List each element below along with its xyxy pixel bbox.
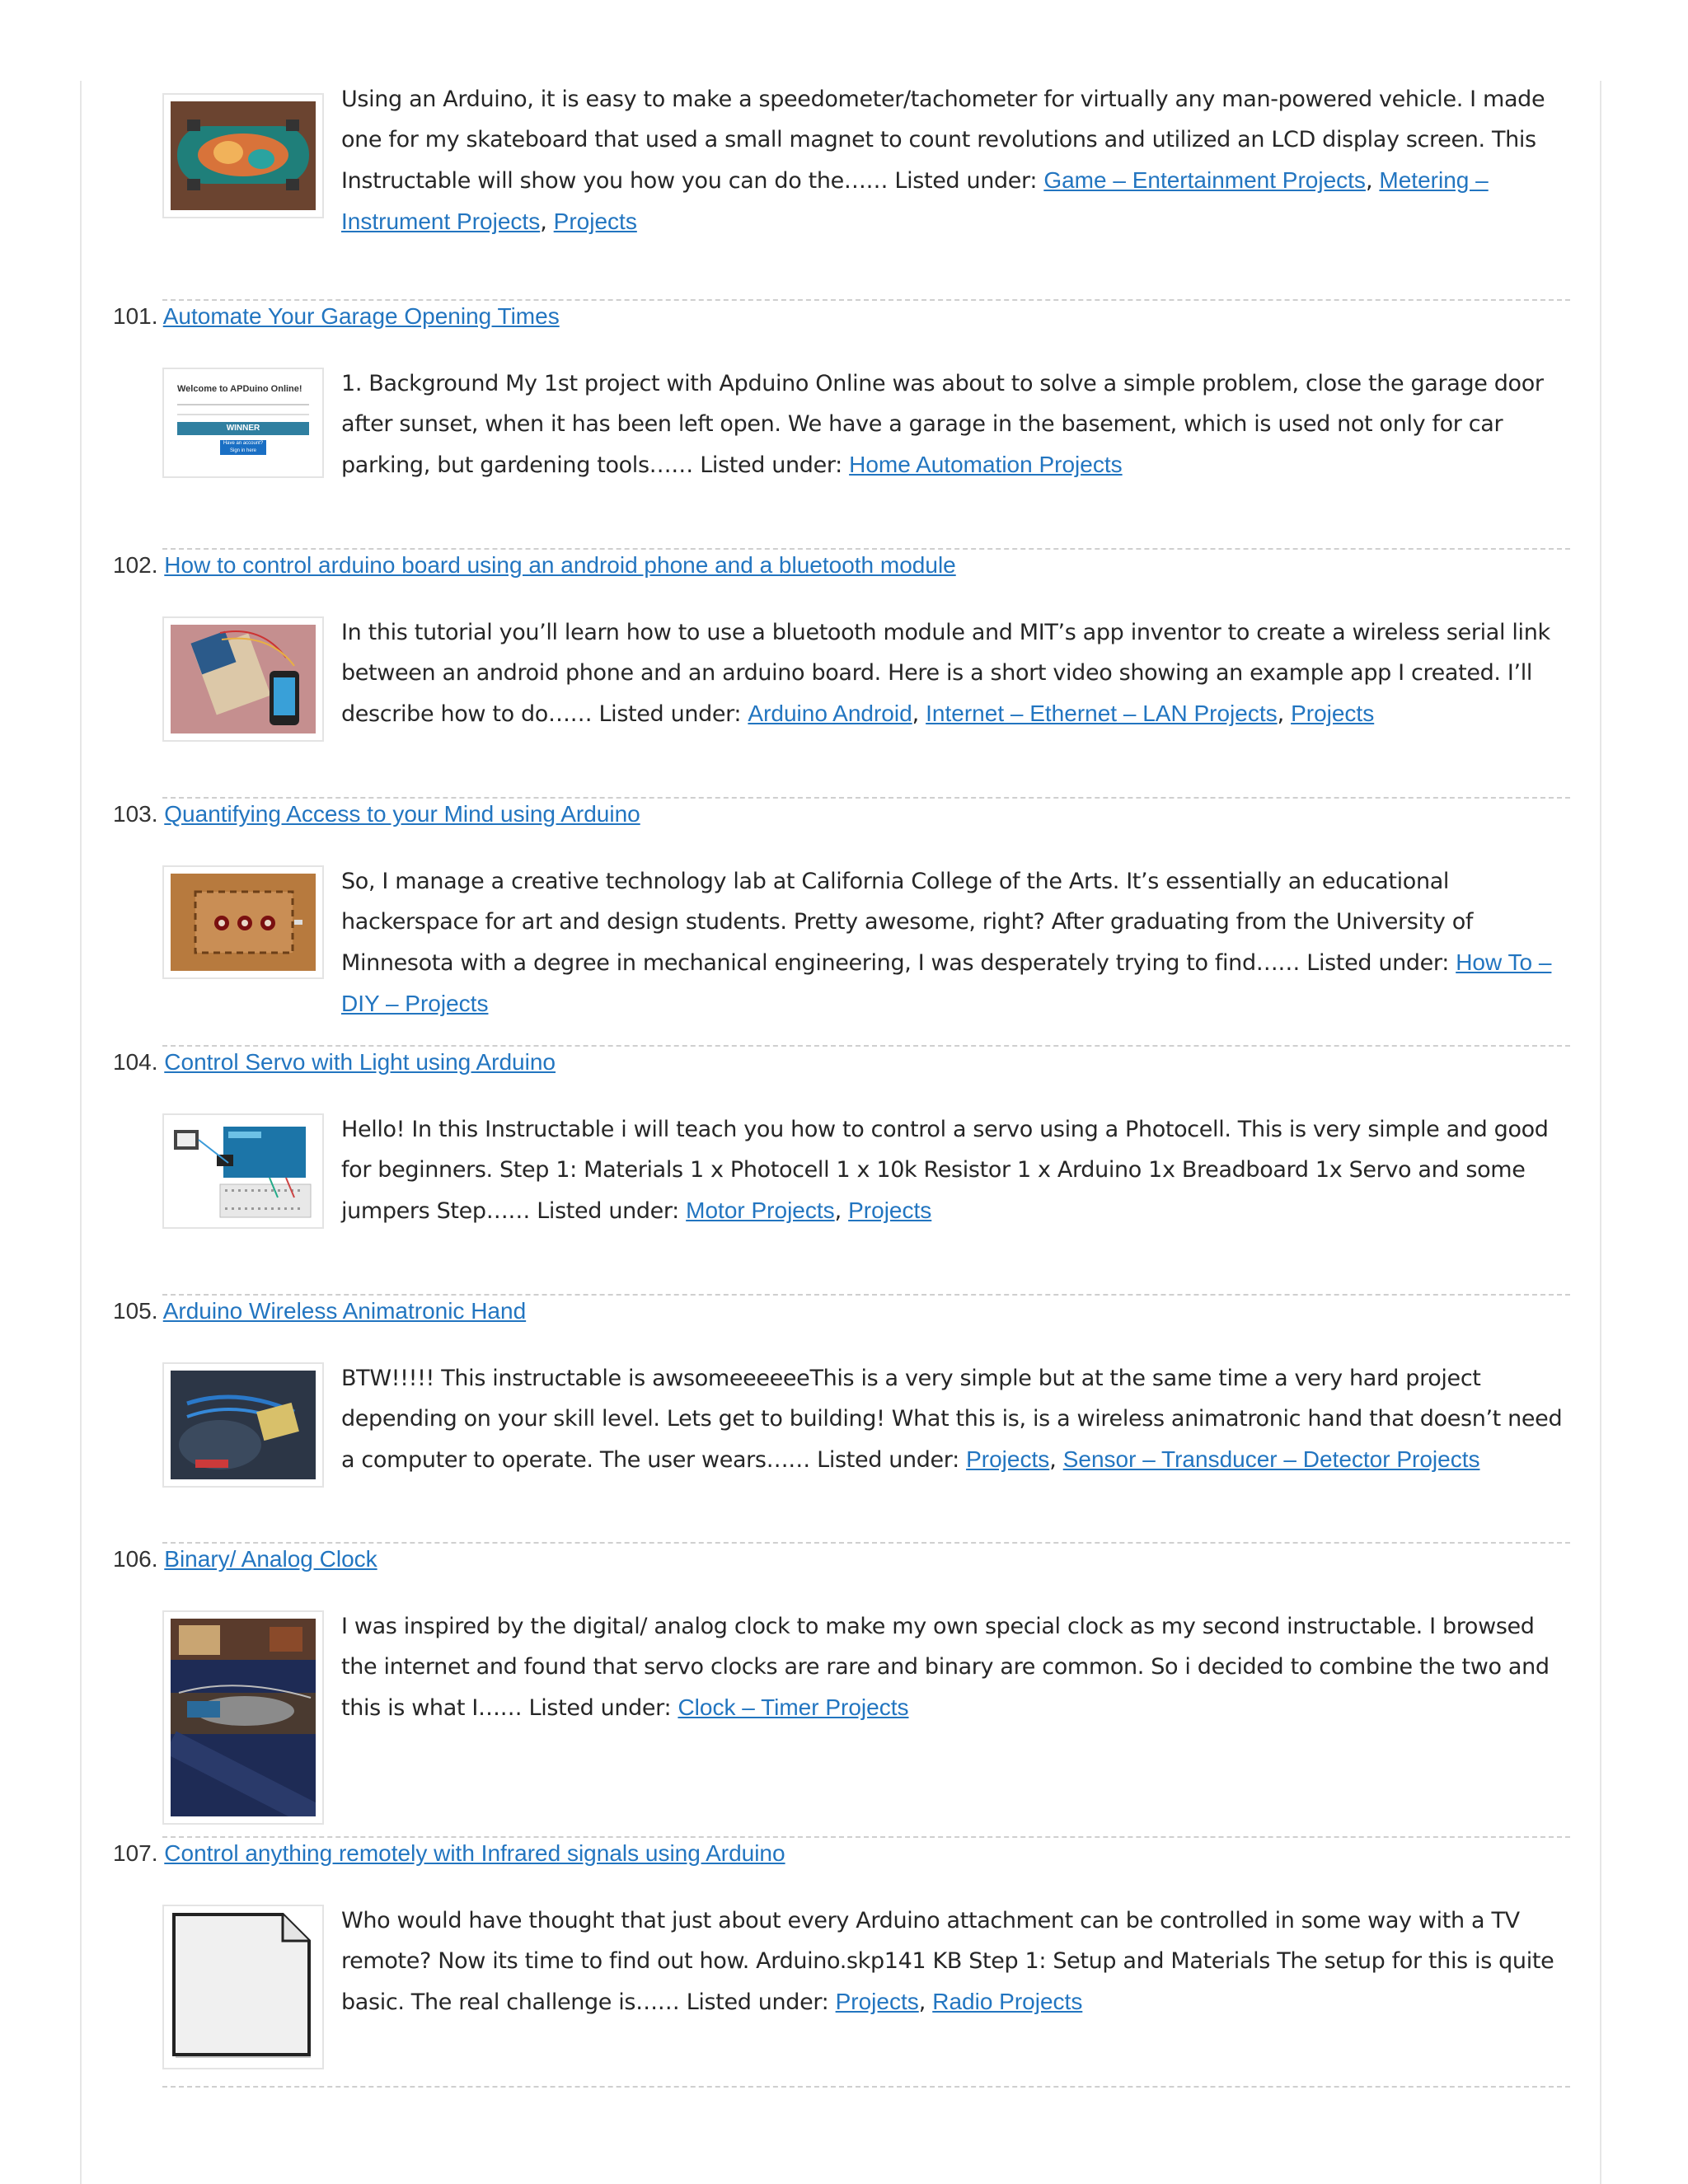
- entry-description: Using an Arduino, it is easy to make a speedometer/tachometer for virtually any man-powered vehicle. I made one for my skateboard that used a small magnet to count revolutions and utilized an LCD display screen. This Instructable will show you how you can do the…… Listed under: Game – Entertainment Projects, Metering – Instrument Projects, Projects: [341, 87, 1545, 235]
- category-link[interactable]: Clock – Timer Projects: [678, 1694, 909, 1720]
- entry-thumbnail[interactable]: [162, 93, 324, 218]
- skateboard-photo-icon: [171, 101, 316, 210]
- category-link[interactable]: Projects: [835, 1989, 919, 2014]
- entry-description: [341, 1606, 1574, 1728]
- entry-description: [341, 861, 1574, 1024]
- entry-thumbnail[interactable]: [162, 1905, 324, 2069]
- category-link[interactable]: Home Automation Projects: [849, 452, 1123, 477]
- entry-number: 101. Automate Your Garage Opening Times: [113, 303, 560, 329]
- category-link[interactable]: Projects: [966, 1446, 1050, 1472]
- entry-number: 102. How to control arduino board using an android phone and a bluetooth module: [113, 552, 956, 578]
- entry-title-link[interactable]: How to control arduino board using an android phone and a bluetooth module: [164, 552, 956, 578]
- category-link[interactable]: Radio Projects: [932, 1989, 1083, 2014]
- entry-divider: [162, 2086, 1570, 2088]
- category-link[interactable]: Projects: [848, 1197, 932, 1223]
- entry-title-link[interactable]: Automate Your Garage Opening Times: [162, 303, 560, 329]
- entry-description: [341, 363, 1574, 485]
- description-text: 1. Background My 1st project with Apduino Online was about to solve a simple problem, close the garage door after sunset, when it has been left open. We have a garage in the basement, which is used not only for car parking, but gardening tools……: [341, 371, 1544, 478]
- listed-under-label: Listed under:: [528, 1695, 672, 1721]
- arduino-phone-photo-icon: [171, 625, 316, 733]
- listed-under-label: Listed under:: [686, 1990, 829, 2015]
- description-text: So, I manage a creative technology lab at California College of the Arts. It’s essentially an educational hackerspace for art and design students. Pretty awesome, right? After graduating from the University of Minnesota with a degree in mechanical engineering, I was desperately trying to find……: [341, 869, 1474, 976]
- entry-divider: [162, 548, 1570, 550]
- listed-under-label: Listed under:: [700, 452, 842, 478]
- category-link[interactable]: Game – Entertainment Projects: [1043, 167, 1366, 193]
- thumb-button: Have an account? Sign in here: [220, 440, 266, 455]
- thumb-banner: WINNER: [177, 422, 309, 435]
- clock-photo-icon: [171, 1619, 316, 1816]
- description-text: In this tutorial you’ll learn how to use a bluetooth module and MIT’s app inventor to create a wireless serial link between an android phone and an arduino board. Here is a short video showing an example app I created. I’ll describe how to do……: [341, 620, 1550, 727]
- category-link[interactable]: Motor Projects: [686, 1197, 835, 1223]
- description-text: BTW!!!!! This instructable is awsomeeeeeeThis is a very simple but at the same time a very hard project depending on your skill level. Lets get to building! What this is, is a wireless animatronic hand that doesn’t need a computer to operate. The user wears……: [341, 1366, 1563, 1473]
- entry-title-link[interactable]: Arduino Wireless Animatronic Hand: [162, 1298, 527, 1324]
- entry-thumbnail[interactable]: [162, 1362, 324, 1488]
- entry-description: Who would have thought that just about every Arduino attachment can be controlled in some way with a TV remote? Now its time to find out how. Arduino.skp141 KB Step 1: Setup and Materials The setup for this is quite basic. The real challenge is…… Listed under: Projects, Radio Projects: [341, 1908, 1554, 2015]
- entry-title-link[interactable]: Binary/ Analog Clock: [164, 1546, 377, 1572]
- entry-number: 104. Control Servo with Light using Arduino: [113, 1049, 556, 1075]
- entry-number: 106. Binary/ Analog Clock: [113, 1546, 377, 1572]
- entry-divider: [162, 1542, 1570, 1544]
- entry-divider: [162, 1294, 1570, 1296]
- description-text: Using an Arduino, it is easy to make a speedometer/tachometer for virtually any man-powered vehicle. I made one for my skateboard that used a small magnet to count revolutions and utilized an LCD display screen. This Instructable will show you how you can do the……: [341, 87, 1545, 194]
- category-link[interactable]: Projects: [553, 209, 637, 234]
- listed-under-label: Listed under:: [817, 1447, 959, 1473]
- listed-under-label: Listed under:: [1306, 950, 1449, 976]
- entry-divider: [162, 1045, 1570, 1047]
- category-link[interactable]: Projects: [1291, 701, 1375, 726]
- entry-thumbnail[interactable]: [162, 368, 324, 478]
- wooden-box-photo-icon: [171, 874, 316, 971]
- entry-thumbnail[interactable]: [162, 865, 324, 979]
- entry-description: BTW!!!!! This instructable is awsomeeeeeeThis is a very simple but at the same time a very hard project depending on your skill level. Lets get to building! What this is, is a wireless animatronic hand that doesn’t need a computer to operate. The user wears…… Listed under: Projects, Sensor – Transducer – Detector Projects: [341, 1366, 1563, 1473]
- thumb-heading: Welcome to APDuino Online!: [177, 384, 302, 394]
- category-link[interactable]: Internet – Ethernet – LAN Projects: [926, 701, 1278, 726]
- listed-under-label: Listed under:: [894, 168, 1038, 194]
- description-text: Who would have thought that just about every Arduino attachment can be controlled in some way with a TV remote? Now its time to find out how. Arduino.skp141 KB Step 1: Setup and Materials The setup for this is quite basic. The real challenge is……: [341, 1908, 1554, 2015]
- glove-photo-icon: [171, 1371, 316, 1479]
- entry-title-link[interactable]: Control Servo with Light using Arduino: [164, 1049, 556, 1075]
- entry-description: Hello! In this Instructable i will teach you how to control a servo using a Photocell. This is very simple and good for beginners. Step 1: Materials 1 x Photocell 1 x 10k Resistor 1 x Arduino 1x Breadboard 1x Servo and some jumpers Step…… Listed under: Motor Projects, Projects: [341, 1117, 1549, 1224]
- entry-number: 105. Arduino Wireless Animatronic Hand: [113, 1298, 527, 1324]
- apduino-screenshot-icon: [171, 376, 316, 470]
- thumb-lines: [177, 404, 309, 415]
- description-text: I was inspired by the digital/ analog clock to make my own special clock as my second instructable. I browsed the internet and found that servo clocks are rare and binary are common. So i decided to combine the two and this is what I……: [341, 1614, 1550, 1721]
- breadboard-diagram-icon: [171, 1122, 316, 1221]
- entry-title-link[interactable]: Control anything remotely with Infrared signals using Arduino: [164, 1840, 785, 1866]
- category-link[interactable]: Sensor – Transducer – Detector Projects: [1062, 1446, 1480, 1472]
- entry-divider: [162, 299, 1570, 301]
- entry-description: In this tutorial you’ll learn how to use a bluetooth module and MIT’s app inventor to create a wireless serial link between an android phone and an arduino board. Here is a short video showing an example app I created. I’ll describe how to do…… Listed under: Arduino Android, Internet – Ethernet – LAN Projects, Projects: [341, 620, 1550, 727]
- entry-divider: [162, 797, 1570, 799]
- entry-number: 107. Control anything remotely with Infrared signals using Arduino: [113, 1840, 785, 1866]
- file-icon: [171, 1913, 316, 2061]
- entry-number: 103. Quantifying Access to your Mind using Arduino: [113, 801, 640, 827]
- listed-under-label: Listed under:: [537, 1198, 679, 1224]
- entry-thumbnail[interactable]: [162, 1113, 324, 1229]
- entry-thumbnail[interactable]: [162, 1610, 324, 1825]
- entry-divider: [162, 1836, 1570, 1838]
- entry-thumbnail[interactable]: [162, 616, 324, 742]
- description-text: Hello! In this Instructable i will teach you how to control a servo using a Photocell. This is very simple and good for beginners. Step 1: Materials 1 x Photocell 1 x 10k Resistor 1 x Arduino 1x Breadboard 1x Servo and some jumpers Step……: [341, 1117, 1549, 1224]
- category-link[interactable]: How To – DIY – Projects: [341, 949, 1552, 1016]
- category-link[interactable]: Arduino Android: [748, 701, 912, 726]
- entry-title-link[interactable]: Quantifying Access to your Mind using Arduino: [164, 801, 640, 827]
- category-link[interactable]: Metering – Instrument Projects: [341, 167, 1489, 234]
- listed-under-label: Listed under:: [598, 701, 742, 727]
